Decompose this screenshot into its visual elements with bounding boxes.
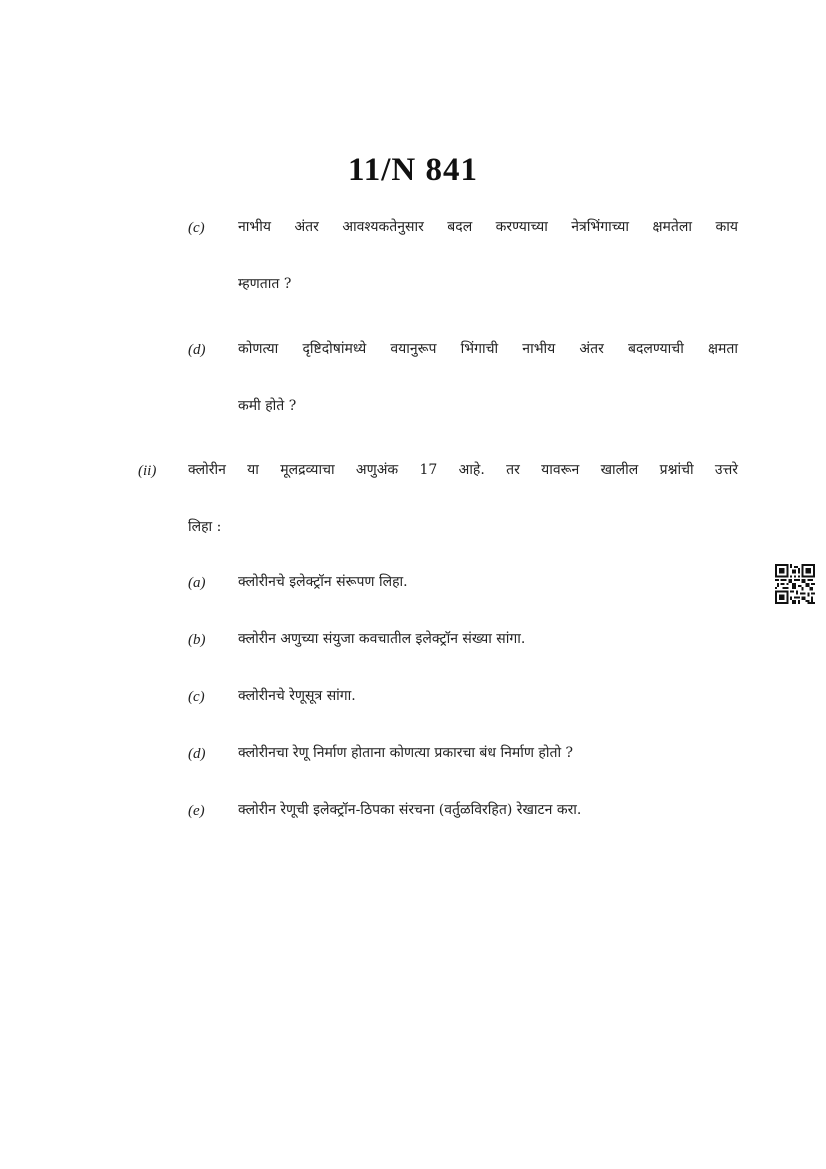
question-d-line1: कोणत्या दृष्टिदोषांमध्ये वयानुरूप भिंगाची नाभीय अंतर बदलण्याची क्षमता bbox=[238, 341, 738, 357]
subitem-a-label: (a) bbox=[188, 575, 206, 591]
subitem-b-label: (b) bbox=[188, 632, 206, 648]
question-c-line1: नाभीय अंतर आवश्यकतेनुसार बदल करण्याच्या नेत्रभिंगाच्या क्षमतेला काय bbox=[238, 219, 738, 235]
page-code: 11/N 841 bbox=[348, 152, 478, 188]
qr-code-icon bbox=[775, 564, 815, 604]
question-d-label: (d) bbox=[188, 342, 206, 358]
subitem-b-text: क्लोरीन अणुच्या संयुजा कवचातील इलेक्ट्रॉन संख्या सांगा. bbox=[238, 631, 526, 647]
subitem-a-text: क्लोरीनचे इलेक्ट्रॉन संरूपण लिहा. bbox=[238, 574, 408, 590]
question-ii-label: (ii) bbox=[138, 463, 157, 479]
subitem-c-text: क्लोरीनचे रेणूसूत्र सांगा. bbox=[238, 688, 356, 704]
question-d-line2: कमी होते ? bbox=[238, 398, 297, 414]
subitem-d-text: क्लोरीनचा रेणू निर्माण होताना कोणत्या प्रकारचा बंध निर्माण होतो ? bbox=[238, 745, 574, 761]
subitem-e-label: (e) bbox=[188, 803, 205, 819]
subitem-c-label: (c) bbox=[188, 689, 205, 705]
question-ii-line1: क्लोरीन या मूलद्रव्याचा अणुअंक 17 आहे. तर यावरून खालील प्रश्नांची उत्तरे bbox=[188, 462, 738, 478]
question-ii-line2: लिहा : bbox=[188, 519, 222, 535]
question-c-label: (c) bbox=[188, 220, 205, 236]
subitem-d-label: (d) bbox=[188, 746, 206, 762]
question-c-line2: म्हणतात ? bbox=[238, 276, 292, 292]
subitem-e-text: क्लोरीन रेणूची इलेक्ट्रॉन-ठिपका संरचना (वर्तुळविरहित) रेखाटन करा. bbox=[238, 802, 582, 818]
